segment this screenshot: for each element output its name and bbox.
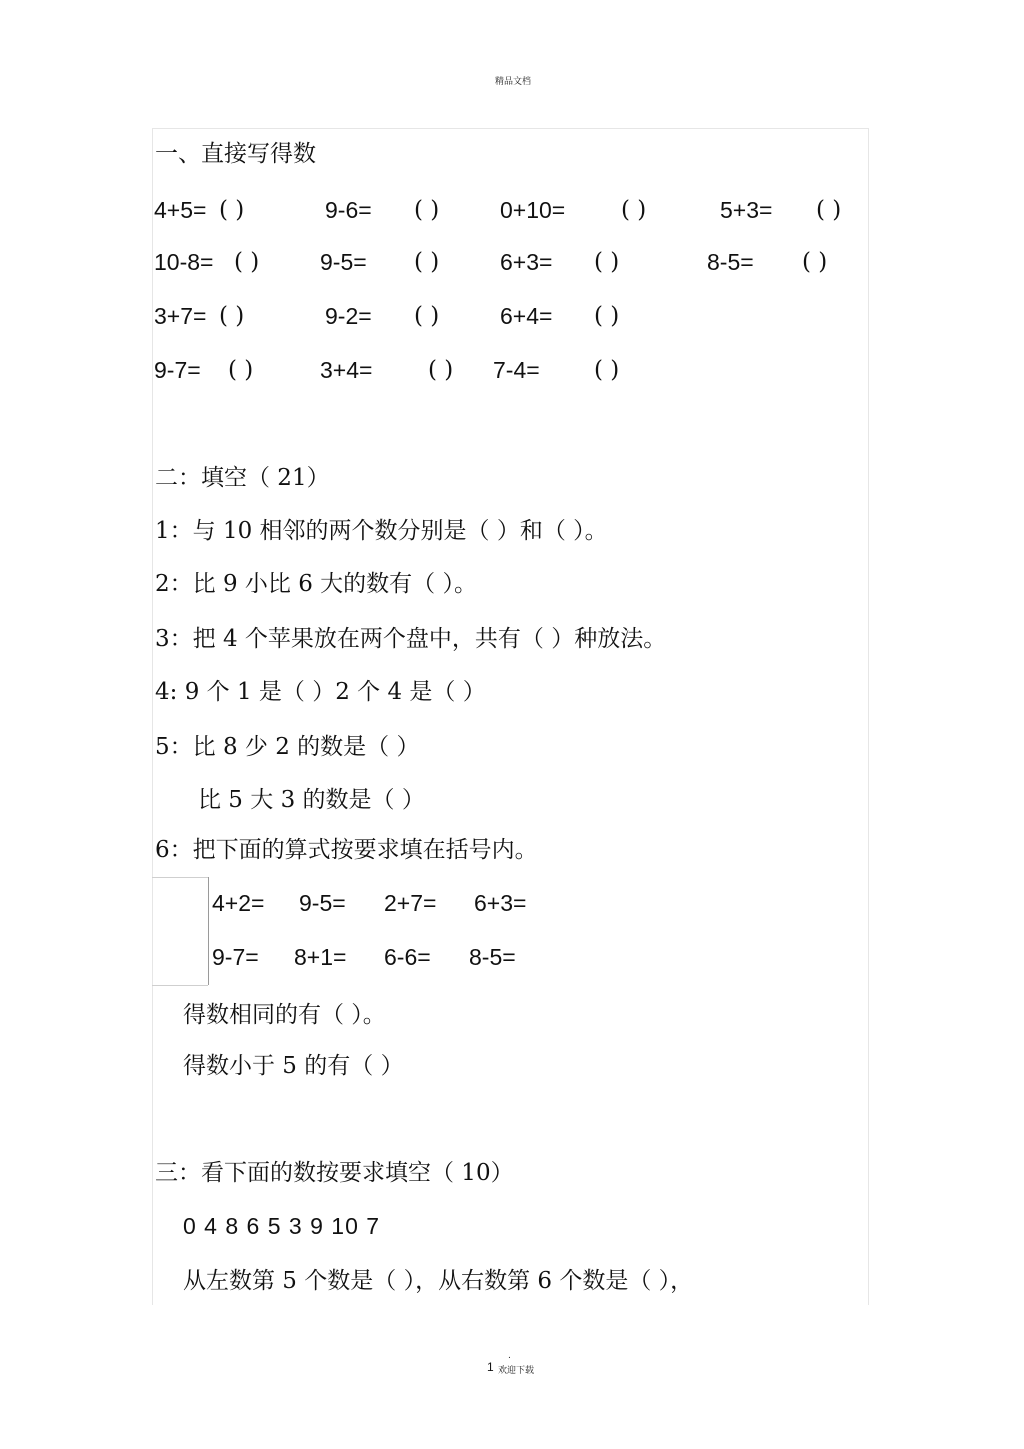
box-r2-expr-3: 6-6= — [384, 944, 431, 970]
s1-r1-c4-expr: 5+3= — [720, 197, 773, 223]
box-r2-expr-1: 9-7= — [212, 944, 259, 970]
s1-r3-c3-paren: ( ) — [594, 303, 620, 329]
s2-question-3: 3：把 4 个苹果放在两个盘中，共有（ ）种放法。 — [155, 626, 667, 652]
s1-r4-c1-paren: ( ) — [228, 357, 254, 383]
s1-r3-c3-expr: 6+4= — [500, 303, 553, 329]
section1-title: 一、直接写得数 — [155, 141, 316, 167]
s1-r3-c1-paren: ( ) — [219, 303, 245, 329]
s1-r2-c2-expr: 9-5= — [320, 249, 367, 275]
page-frame-top — [152, 128, 868, 129]
page-frame-right — [868, 128, 869, 1305]
s3-question: 从左数第 5 个数是（ ），从右数第 6 个数是（ ）， — [183, 1268, 694, 1294]
s1-r2-c4-paren: ( ) — [802, 249, 828, 275]
box-r2-expr-4: 8-5= — [469, 944, 516, 970]
s1-r4-c2-expr: 3+4= — [320, 357, 373, 383]
s3-number-sequence: 0 4 8 6 5 3 9 10 7 — [183, 1213, 381, 1239]
s2-question-5b: 比 5 大 3 的数是（ ） — [198, 787, 425, 813]
s1-r3-c2-expr: 9-2= — [325, 303, 372, 329]
box-r1-expr-1: 4+2= — [212, 890, 265, 916]
s2-question-1: 1：与 10 相邻的两个数分别是（ ）和（ ）。 — [155, 518, 608, 544]
s1-r2-c1-paren: ( ) — [234, 249, 260, 275]
s1-r2-c1-expr: 10-8= — [154, 249, 214, 275]
s1-r1-c3-paren: ( ) — [621, 197, 647, 223]
page-frame-left — [152, 128, 153, 1305]
s2-question-2: 2：比 9 小比 6 大的数有（ ）。 — [155, 571, 477, 597]
s1-r4-c3-paren: ( ) — [594, 357, 620, 383]
s1-r4-c1-expr: 9-7= — [154, 357, 201, 383]
s2-same-result: 得数相同的有（ ）。 — [183, 1002, 386, 1028]
s1-r1-c3-expr: 0+10= — [500, 197, 566, 223]
s1-r2-c2-paren: ( ) — [414, 249, 440, 275]
box-r2-expr-2: 8+1= — [294, 944, 347, 970]
s1-r2-c3-expr: 6+3= — [500, 249, 553, 275]
section3-title: 三：看下面的数按要求填空（ 10） — [155, 1160, 514, 1186]
s1-r1-c2-paren: ( ) — [414, 197, 440, 223]
s2-question-4: 4: 9 个 1 是（ ）2 个 4 是（ ） — [155, 679, 486, 705]
s1-r1-c1-paren: ( ) — [219, 197, 245, 223]
footer-page-number: 1 — [487, 1360, 494, 1374]
s2-question-5a: 5：比 8 少 2 的数是（ ） — [155, 734, 420, 760]
s1-r2-c4-expr: 8-5= — [707, 249, 754, 275]
s1-r3-c2-paren: ( ) — [414, 303, 440, 329]
page-header: 精品文档 — [495, 77, 532, 87]
footer-dot: . — [508, 1351, 511, 1361]
box-r1-expr-2: 9-5= — [299, 890, 346, 916]
s1-r1-c2-expr: 9-6= — [325, 197, 372, 223]
section2-title: 二：填空（ 21） — [155, 465, 330, 491]
s1-r1-c1-expr: 4+5= — [154, 197, 207, 223]
s1-r2-c3-paren: ( ) — [594, 249, 620, 275]
s1-r3-c1-expr: 3+7= — [154, 303, 207, 329]
expr-box-top-line — [152, 877, 208, 878]
expr-box-bottom-line — [152, 985, 208, 986]
box-r1-expr-4: 6+3= — [474, 890, 527, 916]
s1-r1-c4-paren: ( ) — [816, 197, 842, 223]
box-r1-expr-3: 2+7= — [384, 890, 437, 916]
s1-r4-c3-expr: 7-4= — [493, 357, 540, 383]
s2-question-6: 6：把下面的算式按要求填在括号内。 — [155, 837, 538, 863]
footer-text: 欢迎下载 — [498, 1366, 535, 1376]
s2-less-than-5: 得数小于 5 的有（ ） — [183, 1053, 404, 1079]
expr-box-left-line — [208, 877, 209, 985]
s1-r4-c2-paren: ( ) — [428, 357, 454, 383]
